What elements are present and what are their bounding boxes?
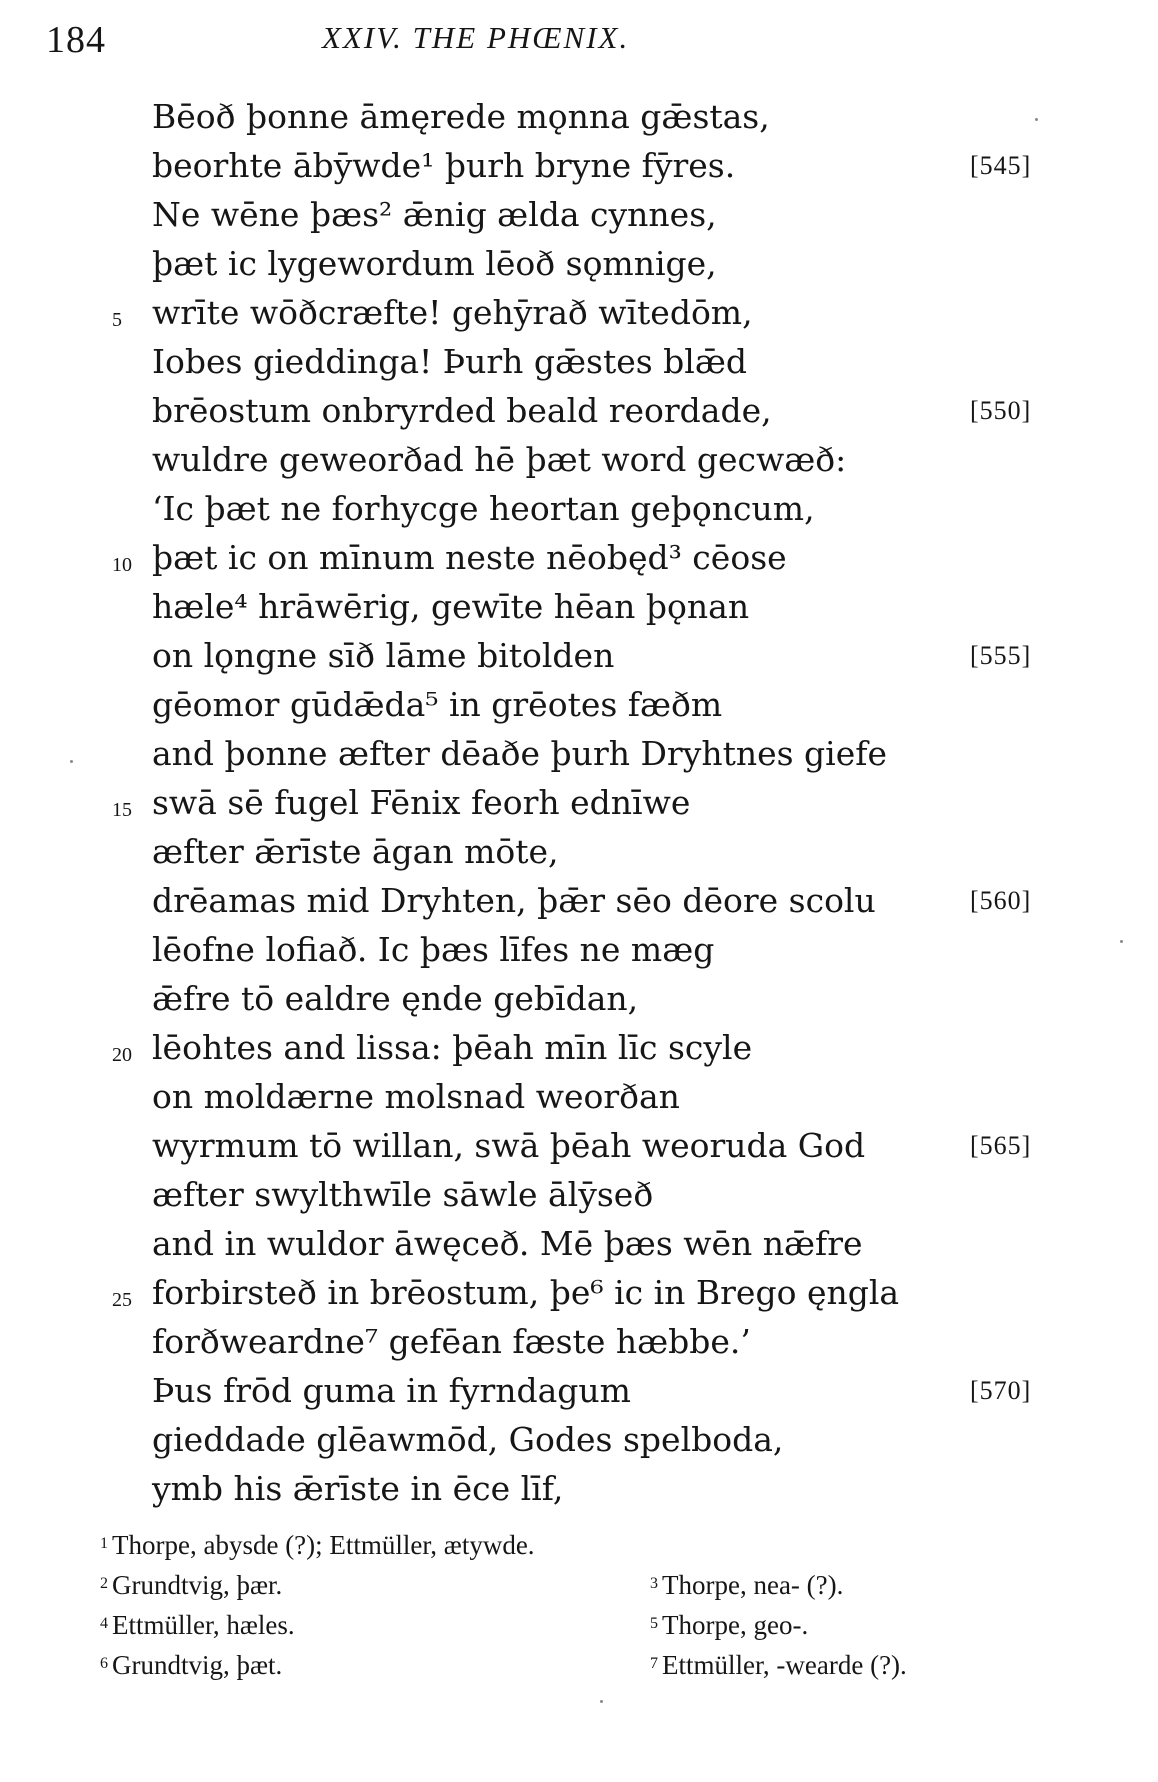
footnote-3 <box>650 1570 843 1601</box>
line-number: 25 <box>112 1289 132 1311</box>
poem-line <box>0 680 1158 729</box>
verse-text: þæt ic on mīnum neste nēobęd³ cēose <box>152 538 787 577</box>
poem-line <box>0 1268 1158 1317</box>
poem-line <box>0 239 1158 288</box>
poem-line <box>0 1415 1158 1464</box>
footnote-mark: 3 <box>650 1575 658 1592</box>
footnote-7 <box>650 1650 907 1681</box>
footnote-mark: 2 <box>100 1575 108 1592</box>
running-head: XXIV. THE PHŒNIX. <box>322 20 630 55</box>
verse-text: gieddade glēawmōd, Godes spelboda, <box>152 1420 784 1459</box>
verse-reference: [555] <box>970 641 1032 670</box>
footnote-text: Grundtvig, þæt. <box>112 1650 283 1680</box>
footnote-row <box>100 1650 1080 1690</box>
poem-line <box>0 1072 1158 1121</box>
page-number: 184 <box>46 19 106 61</box>
verse-text: þæt ic lygewordum lēoð sǫmnige, <box>152 244 717 283</box>
verse-text: lēofne lofiað. Ic þæs līfes ne mæg <box>152 930 715 969</box>
footnote-mark: 6 <box>100 1655 108 1672</box>
verse-text: gēomor gūdǣda⁵ in grēotes fæðm <box>152 685 723 724</box>
footnote-text: Ettmüller, hæles. <box>112 1610 295 1640</box>
poem-line <box>0 484 1158 533</box>
poem-line <box>0 631 1158 680</box>
verse-text: Bēoð þonne āmęrede mǫnna gǣstas, <box>152 97 770 136</box>
poem-line <box>0 92 1158 141</box>
poem-line <box>0 925 1158 974</box>
verse-reference: [570] <box>970 1376 1032 1405</box>
footnote-6 <box>100 1650 282 1681</box>
line-number: 5 <box>112 309 122 331</box>
verse-text: on lǫngne sīð lāme bitolden <box>152 636 615 675</box>
footnote-row <box>100 1610 1080 1650</box>
poem-line <box>0 876 1158 925</box>
paper-speck <box>1035 118 1038 121</box>
footnotes <box>100 1530 1080 1690</box>
poem-line <box>0 435 1158 484</box>
poem-line <box>0 533 1158 582</box>
verse-text: hæle⁴ hrāwērig, gewīte hēan þǫnan <box>152 587 750 626</box>
verse-text: wyrmum tō willan, swā þēah weoruda God <box>152 1126 866 1165</box>
verse-text: Iobes gieddinga! Þurh gǣstes blǣd <box>152 342 747 381</box>
paper-speck <box>1120 940 1123 943</box>
footnote-5 <box>650 1610 808 1641</box>
paper-speck <box>70 760 73 763</box>
footnote-mark: 1 <box>100 1535 108 1552</box>
poem-line <box>0 1464 1158 1513</box>
line-number: 20 <box>112 1044 132 1066</box>
paper-speck <box>600 1700 603 1703</box>
footnote-text: Thorpe, abysde (?); Ettmüller, ætywde. <box>112 1530 535 1560</box>
footnote-text: Thorpe, nea- (?). <box>662 1570 844 1600</box>
line-number: 15 <box>112 799 132 821</box>
verse-text: wrīte wōðcræfte! gehȳrað wītedōm, <box>152 293 753 332</box>
poem-line <box>0 778 1158 827</box>
verse-text: æfter ǣrīste āgan mōte, <box>152 832 559 871</box>
verse-text: beorhte ābȳwde¹ þurh bryne fȳres. <box>152 146 736 185</box>
poem-line <box>0 729 1158 778</box>
poem-line <box>0 1366 1158 1415</box>
poem-line <box>0 386 1158 435</box>
verse-text: ǣfre tō ealdre ęnde gebīdan, <box>152 979 639 1018</box>
poem-line <box>0 288 1158 337</box>
footnote-text: Grundtvig, þær. <box>112 1570 283 1600</box>
footnote-4 <box>100 1610 295 1641</box>
poem-line <box>0 190 1158 239</box>
verse-text: forðweardne⁷ gefēan fæste hæbbe.’ <box>152 1322 751 1361</box>
footnote-1 <box>100 1530 535 1561</box>
verse-text: ymb his ǣrīste in ēce līf, <box>152 1469 564 1508</box>
footnote-mark: 4 <box>100 1615 108 1632</box>
verse-text: æfter swylthwīle sāwle ālȳseð <box>152 1175 654 1214</box>
poem-line <box>0 141 1158 190</box>
poem-line <box>0 1170 1158 1219</box>
poem-line <box>0 337 1158 386</box>
verse-text: lēohtes and lissa: þēah mīn līc scyle <box>152 1028 753 1067</box>
footnote-mark: 7 <box>650 1655 658 1672</box>
line-number: 10 <box>112 554 132 576</box>
poem-line <box>0 1317 1158 1366</box>
footnote-2 <box>100 1570 282 1601</box>
footnote-mark: 5 <box>650 1615 658 1632</box>
verse-text: Þus frōd guma in fyrndagum <box>152 1371 631 1410</box>
poem-line <box>0 827 1158 876</box>
footnote-text: Ettmüller, -wearde (?). <box>662 1650 907 1680</box>
verse-text: and þonne æfter dēaðe þurh Dryhtnes giefe <box>152 734 888 773</box>
verse-reference: [550] <box>970 396 1032 425</box>
verse-reference: [565] <box>970 1131 1032 1160</box>
footnote-row <box>100 1570 1080 1610</box>
footnote-text: Thorpe, geo-. <box>662 1610 809 1640</box>
poem-text <box>0 92 1158 1513</box>
poem-line <box>0 1023 1158 1072</box>
verse-text: brēostum onbryrded beald reordade, <box>152 391 772 430</box>
footnote-row <box>100 1530 1080 1570</box>
verse-text: swā sē fugel Fēnix feorh ednīwe <box>152 783 691 822</box>
verse-reference: [545] <box>970 151 1032 180</box>
verse-reference: [560] <box>970 886 1032 915</box>
poem-line <box>0 974 1158 1023</box>
verse-text: and in wuldor āwęceð. Mē þæs wēn nǣfre <box>152 1224 863 1263</box>
poem-line <box>0 1121 1158 1170</box>
verse-text: forbirsteð in brēostum, þe⁶ ic in Brego ęngla <box>152 1273 900 1312</box>
verse-text: on moldærne molsnad weorðan <box>152 1077 680 1116</box>
verse-text: wuldre geweorðad hē þæt word gecwæð: <box>152 440 847 479</box>
verse-text: ‘Ic þæt ne forhycge heortan geþǫncum, <box>152 489 815 528</box>
poem-line <box>0 1219 1158 1268</box>
verse-text: Ne wēne þæs² ǣnig ælda cynnes, <box>152 195 717 234</box>
poem-line <box>0 582 1158 631</box>
verse-text: drēamas mid Dryhten, þǣr sēo dēore scolu <box>152 881 876 920</box>
